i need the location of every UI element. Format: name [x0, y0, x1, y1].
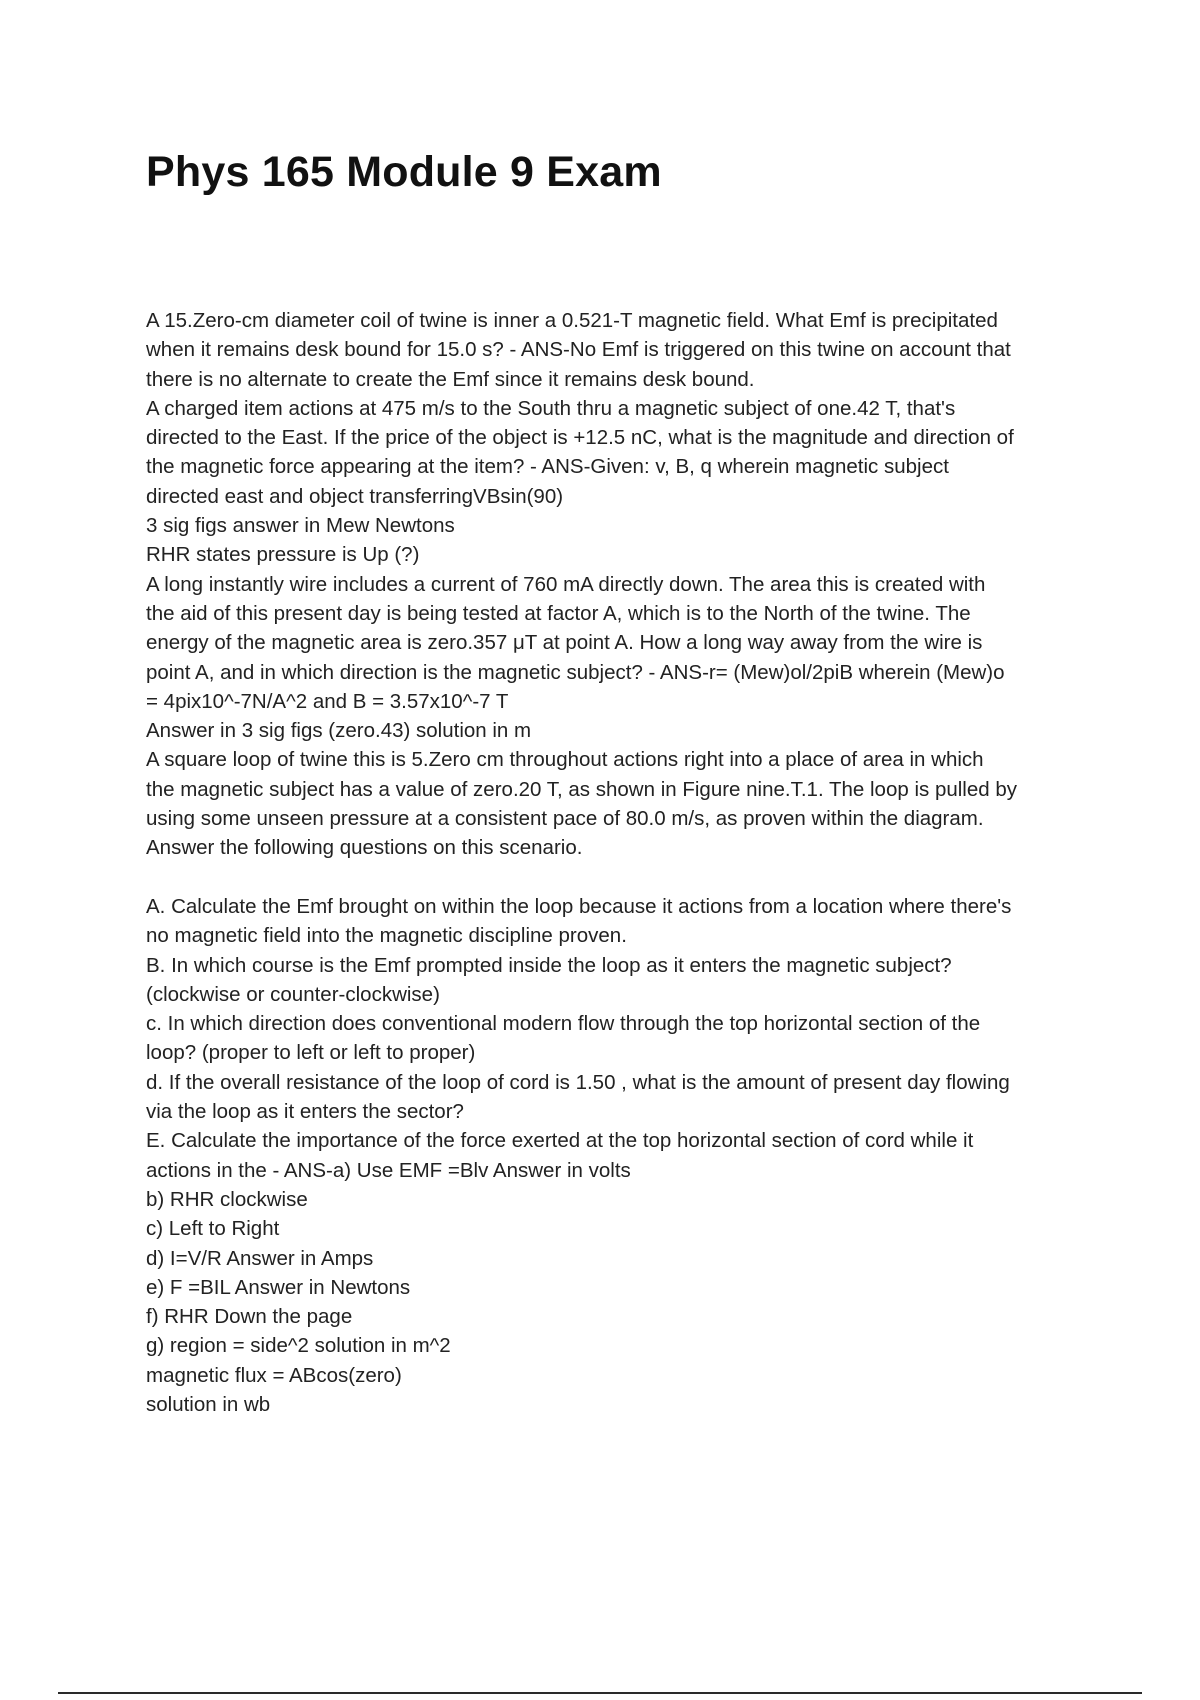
text-line: E. Calculate the importance of the force exerted at the top horizontal section of cord while it	[146, 1129, 974, 1153]
text-line: there is no alternate to create the Emf since it remains desk bound.	[146, 367, 755, 391]
text-line: c) Left to Right	[146, 1217, 280, 1241]
text-line: = 4pix10^-7N/A^2 and B = 3.57x10^-7 T	[146, 689, 509, 713]
text-line: b) RHR clockwise	[146, 1187, 308, 1211]
text-line: Answer the following questions on this scenario.	[146, 836, 583, 860]
text-line: 3 sig figs answer in Mew Newtons	[146, 514, 455, 538]
text-line: d. If the overall resistance of the loop of cord is 1.50 , what is the amount of present day flowing	[146, 1070, 1010, 1094]
text-line: A long instantly wire includes a current of 760 mA directly down. The area this is created with	[146, 572, 986, 596]
text-line: A 15.Zero-cm diameter coil of twine is inner a 0.521-T magnetic field. What Emf is precipitated	[146, 309, 998, 332]
text-line: loop? (proper to left or left to proper)	[146, 1041, 476, 1065]
text-line: A square loop of twine this is 5.Zero cm throughout actions right into a place of area in which	[146, 748, 984, 772]
blank-line	[146, 863, 1096, 892]
text-line: g) region = side^2 solution in m^2	[146, 1334, 451, 1358]
text-line: the magnetic subject has a value of zero.20 T, as shown in Figure nine.T.1. The loop is pulled by	[146, 777, 1018, 801]
text-line: B. In which course is the Emf prompted inside the loop as it enters the magnetic subject?	[146, 953, 952, 977]
text-line: the magnetic force appearing at the item? - ANS-Given: v, B, q wherein magnetic subject	[146, 455, 949, 479]
text-line: f) RHR Down the page	[146, 1305, 353, 1329]
page-title: Phys 165 Module 9 Exam	[146, 148, 662, 196]
text-line: actions in the - ANS-a) Use EMF =Blv Answer in volts	[146, 1158, 631, 1182]
text-line: Answer in 3 sig figs (zero.43) solution in m	[146, 719, 532, 743]
text-line: e) F =BIL Answer in Newtons	[146, 1275, 411, 1299]
text-line: d) I=V/R Answer in Amps	[146, 1246, 374, 1270]
text-line: (clockwise or counter-clockwise)	[146, 982, 440, 1006]
text-line: when it remains desk bound for 15.0 s? - ANS-No Emf is triggered on this twine on account that	[146, 338, 1011, 362]
document-body	[146, 306, 1096, 1419]
footer-divider	[58, 1692, 1142, 1694]
text-line: c. In which direction does conventional modern flow through the top horizontal section of the	[146, 1012, 981, 1036]
text-line: magnetic flux = ABcos(zero)	[146, 1363, 402, 1387]
text-line: using some unseen pressure at a consistent pace of 80.0 m/s, as proven within the diagram.	[146, 807, 984, 831]
text-line: A. Calculate the Emf brought on within the loop because it actions from a location where there's	[146, 894, 1012, 918]
text-line: directed east and object transferringVBsin(90)	[146, 484, 564, 508]
text-line: A charged item actions at 475 m/s to the South thru a magnetic subject of one.42 T, that's	[146, 396, 956, 420]
text-line: RHR states pressure is Up (?)	[146, 543, 420, 567]
text-line: via the loop as it enters the sector?	[146, 1100, 464, 1124]
text-line: solution in wb	[146, 1392, 271, 1416]
text-line: energy of the magnetic area is zero.357 μT at point A. How a long way away from the wire is	[146, 631, 983, 655]
text-line: the aid of this present day is being tested at factor A, which is to the North of the twine. The	[146, 601, 971, 625]
text-line: directed to the East. If the price of the object is +12.5 nC, what is the magnitude and direction of	[146, 426, 1014, 450]
text-line: point A, and in which direction is the magnetic subject? - ANS-r= (Mew)ol/2piB wherein (Mew)o	[146, 660, 1005, 684]
text-line: no magnetic field into the magnetic discipline proven.	[146, 924, 627, 948]
